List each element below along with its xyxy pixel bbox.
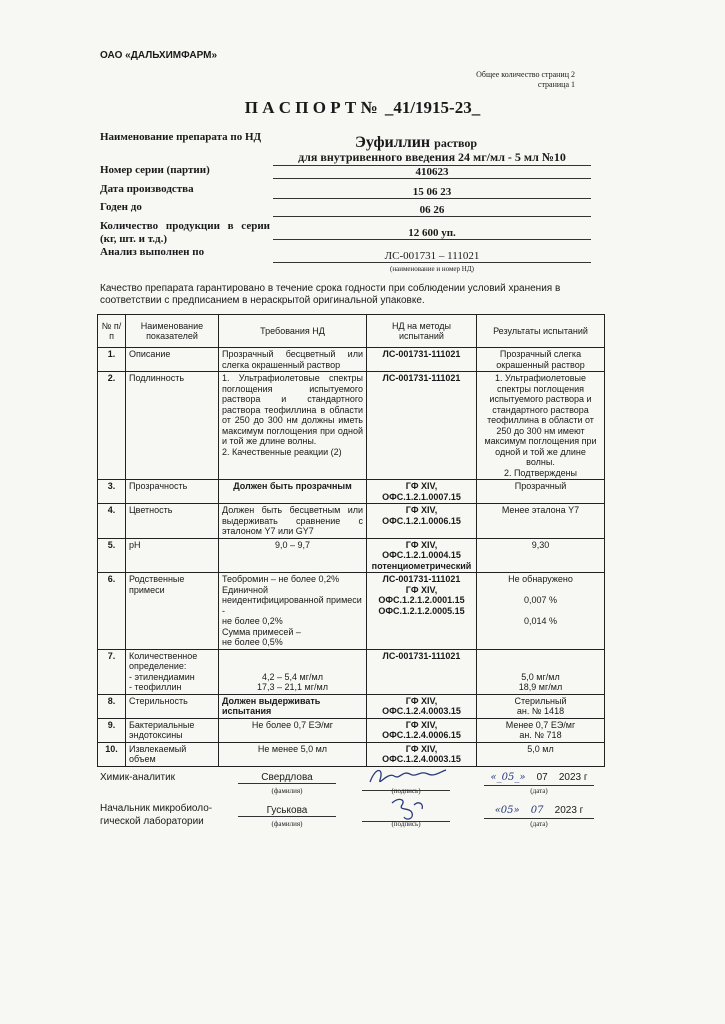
row-name: Извлекаемый объем xyxy=(126,742,219,766)
row-num: 1. xyxy=(98,348,126,372)
row-requirement: 1. Ультрафиолетовые спектры поглощения испытуемого раствора и стандартного раствора теофиллина в области от 250 до 300 нм должны иметь максимум поглощения при одной и той же длине волны. 2. Качественные реакции (2) xyxy=(219,372,367,480)
row-name: Описание xyxy=(126,348,219,372)
row-method: ЛС-001731-111021 xyxy=(367,372,477,480)
table-row xyxy=(98,742,605,766)
head-name: Гуськова xyxy=(238,805,336,817)
head-date-line xyxy=(484,818,594,819)
chemist-date-month: 07 xyxy=(536,772,548,783)
row-result: 5,0 мл xyxy=(477,742,605,766)
row-requirement: 9,0 – 9,7 xyxy=(219,538,367,573)
chemist-date-line xyxy=(484,785,594,786)
row-result: 9,30 xyxy=(477,538,605,573)
row-method: ЛС-001731-111021 xyxy=(367,348,477,372)
col-header-method: НД на методы испытаний xyxy=(367,315,477,348)
page-current: страница 1 xyxy=(537,80,575,89)
row-requirement: Не более 0,7 ЕЭ/мг xyxy=(219,718,367,742)
drug-name-text: Эуфиллин xyxy=(355,134,431,151)
spec-table xyxy=(97,314,605,767)
col-header-req: Требования НД xyxy=(219,315,367,348)
row-requirement: 4,2 – 5,4 мг/мл 17,3 – 21,1 мг/мл xyxy=(219,649,367,694)
row-name: pH xyxy=(126,538,219,573)
analysis-value: ЛС-001731 – 111021 xyxy=(273,250,591,263)
row-requirement: Должен быть бесцветным или выдерживать сравнение с эталоном Y7 или GY7 xyxy=(219,504,367,539)
quality-guarantee: Качество препарата гарантировано в течение срока годности при соблюдении условий хранения в соответствии с предписанием в нераскрытой оригинальной упаковке. xyxy=(100,283,561,306)
passport-title xyxy=(0,98,725,118)
drug-label: Наименование препарата по НД xyxy=(100,131,262,143)
chemist-label: Химик-аналитик xyxy=(100,772,176,783)
table-row xyxy=(98,372,605,480)
row-name: Количественное определение: - этилендиамин - теофиллин xyxy=(126,649,219,694)
produced-label: Дата производства xyxy=(100,183,194,195)
row-num: 4. xyxy=(98,504,126,539)
row-num: 3. xyxy=(98,480,126,504)
row-requirement: Теобромин – не более 0,2% Единичной неидентифицированной примеси - не более 0,2% Сумма примесей – не более 0,5% xyxy=(219,573,367,650)
row-num: 8. xyxy=(98,694,126,718)
drug-desc: для внутривенного введения 24 мг/мл - 5 мл №10 xyxy=(273,150,591,166)
chemist-date-caption: (дата) xyxy=(530,787,548,795)
analysis-label: Анализ выполнен по xyxy=(100,246,205,258)
table-row xyxy=(98,504,605,539)
row-result: 1. Ультрафиолетовые спектры поглощения испытуемого раствора и стандартного раствора теофиллина в области от 250 до 300 нм имеют максимум поглощения при одной и той же длине волны. 2. Подтверждены xyxy=(477,372,605,480)
row-result: Прозрачный xyxy=(477,480,605,504)
head-date-caption: (дата) xyxy=(530,820,548,828)
row-num: 7. xyxy=(98,649,126,694)
qty-value: 12 600 уп. xyxy=(273,227,591,240)
chemist-surname-caption: (фамилия) xyxy=(271,787,303,795)
row-method: ГФ XIV, ОФС.1.2.1.0007.15 xyxy=(367,480,477,504)
table-row xyxy=(98,348,605,372)
row-method: ГФ XIV, ОФС.1.2.1.0006.15 xyxy=(367,504,477,539)
col-header-num: № п/п xyxy=(98,315,126,348)
row-name: Прозрачность xyxy=(126,480,219,504)
table-row xyxy=(98,538,605,573)
title-prefix: П А С П О Р Т № xyxy=(244,98,378,117)
row-method: ГФ XIV, ОФС.1.2.4.0006.15 xyxy=(367,718,477,742)
qty-label2: (кг, шт. и т.д.) xyxy=(100,233,168,245)
expiry-label: Годен до xyxy=(100,201,142,213)
row-result: Не обнаружено 0,007 % 0,014 % xyxy=(477,573,605,650)
series-value: 410623 xyxy=(273,166,591,179)
head-surname-caption: (фамилия) xyxy=(271,820,303,828)
row-requirement: Должен выдерживать испытания xyxy=(219,694,367,718)
row-num: 5. xyxy=(98,538,126,573)
series-label: Номер серии (партии) xyxy=(100,164,210,176)
row-name: Подлинность xyxy=(126,372,219,480)
row-method: ЛС-001731-111021 xyxy=(367,649,477,694)
row-result: Стерильный ан. № 1418 xyxy=(477,694,605,718)
company-name: ОАО «ДАЛЬХИМФАРМ» xyxy=(100,50,218,61)
head-date-day: «05» xyxy=(494,805,520,816)
title-number: _41/1915-23_ xyxy=(384,98,481,117)
row-num: 10. xyxy=(98,742,126,766)
chemist-date-year: 2023 г xyxy=(558,772,588,783)
pages-total: Общее количество страниц 2 xyxy=(476,70,575,79)
row-num: 9. xyxy=(98,718,126,742)
row-result: 5,0 мг/мл 18,9 мг/мл xyxy=(477,649,605,694)
drug-form: раствор xyxy=(434,136,478,150)
table-row xyxy=(98,649,605,694)
row-requirement: Прозрачный бесцветный или слегка окрашенный раствор xyxy=(219,348,367,372)
col-header-result: Результаты испытаний xyxy=(477,315,605,348)
col-header-name: Наименование показателей xyxy=(126,315,219,348)
row-name: Цветность xyxy=(126,504,219,539)
analysis-note: (наименование и номер НД) xyxy=(390,265,474,273)
produced-value: 15 06 23 xyxy=(273,186,591,199)
table-header-row xyxy=(98,315,605,348)
row-num: 2. xyxy=(98,372,126,480)
head-date xyxy=(484,805,594,816)
chemist-date xyxy=(484,772,594,783)
head-date-month: 07 xyxy=(530,805,544,816)
row-method: ГФ XIV, ОФС.1.2.1.0004.15 потенциометрический xyxy=(367,538,477,573)
row-requirement: Не менее 5,0 мл xyxy=(219,742,367,766)
row-num: 6. xyxy=(98,573,126,650)
table-row xyxy=(98,480,605,504)
chemist-name: Свердлова xyxy=(238,772,336,784)
chemist-signature-caption: (подпись) xyxy=(391,787,421,795)
row-method: ГФ XIV, ОФС.1.2.4.0003.15 xyxy=(367,742,477,766)
chemist-date-day: «_05_» xyxy=(490,772,526,783)
row-name: Стерильность xyxy=(126,694,219,718)
head-label: Начальник микробиоло- xyxy=(100,803,213,814)
row-method: ГФ XIV, ОФС.1.2.4.0003.15 xyxy=(367,694,477,718)
table-row xyxy=(98,718,605,742)
table-row xyxy=(98,694,605,718)
head-signature xyxy=(362,795,450,821)
row-result: Менее 0,7 ЕЭ/мг ан. № 718 xyxy=(477,718,605,742)
head-label2: гической лаборатории xyxy=(100,816,204,827)
row-result: Прозрачный слегка окрашенный раствор xyxy=(477,348,605,372)
row-requirement: Должен быть прозрачным xyxy=(219,480,367,504)
table-row xyxy=(98,573,605,650)
row-method: ЛС-001731-111021 ГФ XIV, ОФС.1.2.1.2.0001.15 ОФС.1.2.1.2.0005.15 xyxy=(367,573,477,650)
row-name: Бактериальные эндотоксины xyxy=(126,718,219,742)
page-counter xyxy=(470,70,575,90)
head-date-year: 2023 г xyxy=(554,805,584,816)
row-name: Родственные примеси xyxy=(126,573,219,650)
head-signature-caption: (подпись) xyxy=(391,820,421,828)
qty-label: Количество продукции в серии xyxy=(100,220,270,232)
expiry-value: 06 26 xyxy=(273,204,591,217)
row-result: Менее эталона Y7 xyxy=(477,504,605,539)
